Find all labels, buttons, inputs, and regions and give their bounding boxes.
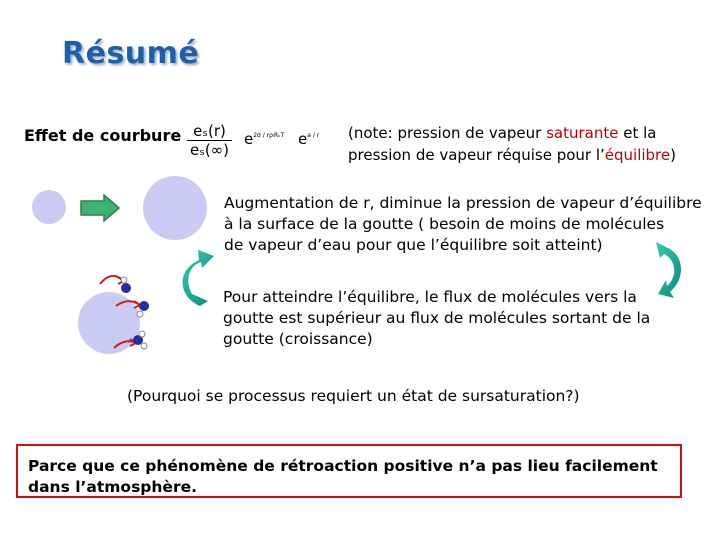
molecule-icon (121, 283, 131, 293)
kelvin-exponential (244, 130, 284, 148)
green-arrow-icon (80, 194, 120, 222)
note-part2: et la pression de vapeur réquise pour l’ (348, 124, 657, 164)
explanation-paragraph-2: Pour atteindre l’équilibre, le flux de molécules vers la goutte est supérieur au flux de molécules sortant de la goutte (croissance) (223, 288, 651, 348)
saturation-ratio-fraction (187, 122, 232, 159)
note-part1: (note: pression de vapeur (348, 124, 547, 142)
small-droplet (32, 190, 66, 224)
note-text (348, 122, 720, 166)
page-title: Résumé (62, 36, 200, 71)
note-saturante: saturante (546, 124, 619, 142)
molecule-flux-diagram (96, 262, 164, 356)
curvature-effect-label: Effet de courbure (24, 126, 182, 145)
question-text: (Pourquoi se processus requiert un état de sursaturation?) (127, 387, 580, 405)
exp2-exponent: a / r (307, 132, 320, 139)
molecule-icon (139, 301, 149, 311)
large-droplet (143, 176, 207, 240)
explanation-paragraph-1: Augmentation de r, diminue la pression de vapeur d’équilibre à la surface de la goutte ( besoin de moins de molécules de vapeur d’eau pour que l’équilibre soit atteint) (224, 194, 702, 254)
exp2-base: e (298, 130, 308, 148)
fraction-denominator: eₛ(∞) (190, 141, 230, 159)
exp1-base: e (244, 130, 254, 148)
cycle-arrow-left-icon (168, 244, 224, 310)
fraction-numerator: eₛ(r) (187, 122, 232, 141)
simplified-exponential (298, 130, 319, 148)
note-part3: ) (670, 146, 676, 164)
note-equilibre: équilibre (604, 146, 671, 164)
conclusion-box: Parce que ce phénomène de rétroaction positive n’a pas lieu facilement dans l’atmosphère. (16, 444, 682, 498)
exp1-exponent: 2σ / rρₗRᵥT (253, 132, 285, 139)
